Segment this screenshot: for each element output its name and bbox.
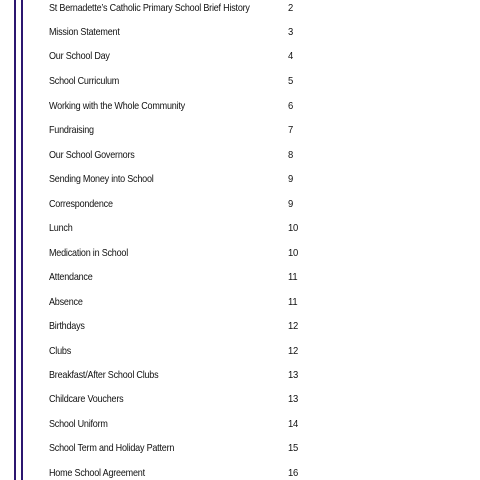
toc-entry-page: 12	[288, 320, 299, 332]
toc-entry	[49, 0, 329, 16]
toc-entry-page: 9	[288, 173, 294, 185]
toc-entry	[49, 343, 329, 359]
toc-entry	[49, 48, 329, 64]
toc-entry	[49, 196, 329, 212]
toc-entry-page: 7	[288, 124, 294, 136]
toc-entry	[49, 98, 329, 114]
toc-entry-title: School Term and Holiday Pattern	[49, 442, 175, 454]
toc-entry	[49, 171, 329, 187]
toc-entry-page: 11	[288, 271, 298, 283]
left-border-outer	[14, 0, 16, 480]
toc-entry-page: 10	[288, 247, 299, 259]
toc-entry-page: 6	[288, 100, 294, 112]
toc-entry-page: 4	[288, 50, 294, 62]
toc-entry-page: 12	[288, 345, 299, 357]
toc-entry-page: 11	[288, 296, 298, 308]
toc-entry	[49, 24, 329, 40]
toc-entry	[49, 367, 329, 383]
toc-entry-title: School Uniform	[49, 418, 108, 430]
toc-entry	[49, 294, 329, 310]
toc-entry	[49, 220, 329, 236]
toc-entry-title: Our School Day	[49, 50, 110, 62]
toc-entry-title: Our School Governors	[49, 149, 135, 161]
toc-entry-title: Absence	[49, 296, 83, 308]
toc-entry-page: 8	[288, 149, 294, 161]
toc-entry-page: 9	[288, 198, 294, 210]
toc-entry	[49, 465, 329, 480]
toc-entry-title: Lunch	[49, 222, 73, 234]
toc-entry-title: Correspondence	[49, 198, 113, 210]
toc-entry-page: 15	[288, 442, 299, 454]
toc-entry-title: Clubs	[49, 345, 72, 357]
toc-entry	[49, 122, 329, 138]
toc-entry-title: Medication in School	[49, 247, 129, 259]
toc-entry	[49, 245, 329, 261]
left-border-inner	[21, 0, 23, 480]
toc-entry-title: Working with the Whole Community	[49, 100, 185, 112]
toc-entry-page: 2	[288, 2, 294, 14]
toc-entry-page: 14	[288, 418, 299, 430]
toc-entry-title: Fundraising	[49, 124, 94, 136]
toc-entry-page: 13	[288, 393, 299, 405]
toc-entry-title: Home School Agreement	[49, 467, 145, 479]
toc-entry-title: Attendance	[49, 271, 93, 283]
toc-entry-page: 16	[288, 467, 299, 479]
toc-entry	[49, 318, 329, 334]
toc-entry-title: Breakfast/After School Clubs	[49, 369, 159, 381]
toc-entry-page: 3	[288, 26, 294, 38]
toc-entry	[49, 440, 329, 456]
toc-entry-title: Sending Money into School	[49, 173, 154, 185]
toc-entry-title: Mission Statement	[49, 26, 120, 38]
toc-entry	[49, 391, 329, 407]
toc-entry	[49, 269, 329, 285]
toc-entry-title: St Bernadette’s Catholic Primary School Brief History	[49, 2, 250, 14]
toc-entry	[49, 147, 329, 163]
toc-entry-page: 10	[288, 222, 299, 234]
toc-entry-title: Birthdays	[49, 320, 85, 332]
toc-entry	[49, 73, 329, 89]
toc-entry-title: Childcare Vouchers	[49, 393, 124, 405]
toc-entry-page: 5	[288, 75, 294, 87]
toc-entry-title: School Curriculum	[49, 75, 120, 87]
toc-entry-page: 13	[288, 369, 299, 381]
toc-entry	[49, 416, 329, 432]
